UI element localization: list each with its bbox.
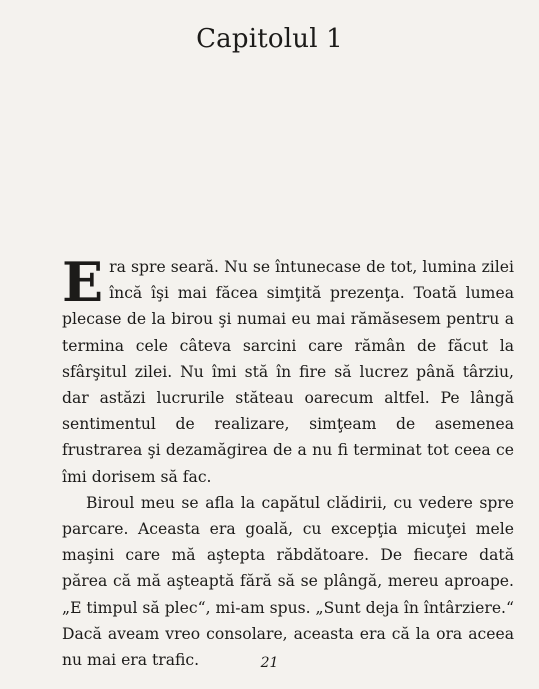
- chapter-body: [62, 250, 514, 673]
- chapter-title: Capitolul 1: [196, 24, 343, 54]
- paragraph-1-text: ra spre seară. Nu se întunecase de tot, lumina zilei încă îşi mai făcea simţită prezenţa. Toată lumea plecase de la birou şi numai eu mai rămăsesem pentru a termina cele câteva sarcini care rămân de făcut la sfârşitul zilei. Nu îmi stă în fire să lucrez până târziu, dar astăzi lucrurile stăteau oarecum altfel. Pe lângă sentimentul de realizare, simţeam de asemenea frustrarea şi dezamăgirea de a nu fi terminat tot ceea ce îmi dorisem să fac.: [62, 258, 514, 486]
- paragraph-2-text: Biroul meu se afla la capătul clădirii, cu vedere spre parcare. Aceasta era goală, cu excepţia micuţei mele maşini care mă aştepta răbdătoare. De fiecare dată părea că mă aşteaptă fără să se plângă, mereu aproape. „E timpul să plec“, mi-am spus. „Sunt deja în întârziere.“ Dacă aveam vreo consolare, aceasta era că la ora aceea nu mai era trafic.: [62, 493, 514, 670]
- drop-cap: E: [62, 250, 104, 314]
- paragraph-1: [62, 250, 514, 490]
- page-number: 21: [260, 655, 279, 671]
- paragraph-2: [62, 490, 514, 673]
